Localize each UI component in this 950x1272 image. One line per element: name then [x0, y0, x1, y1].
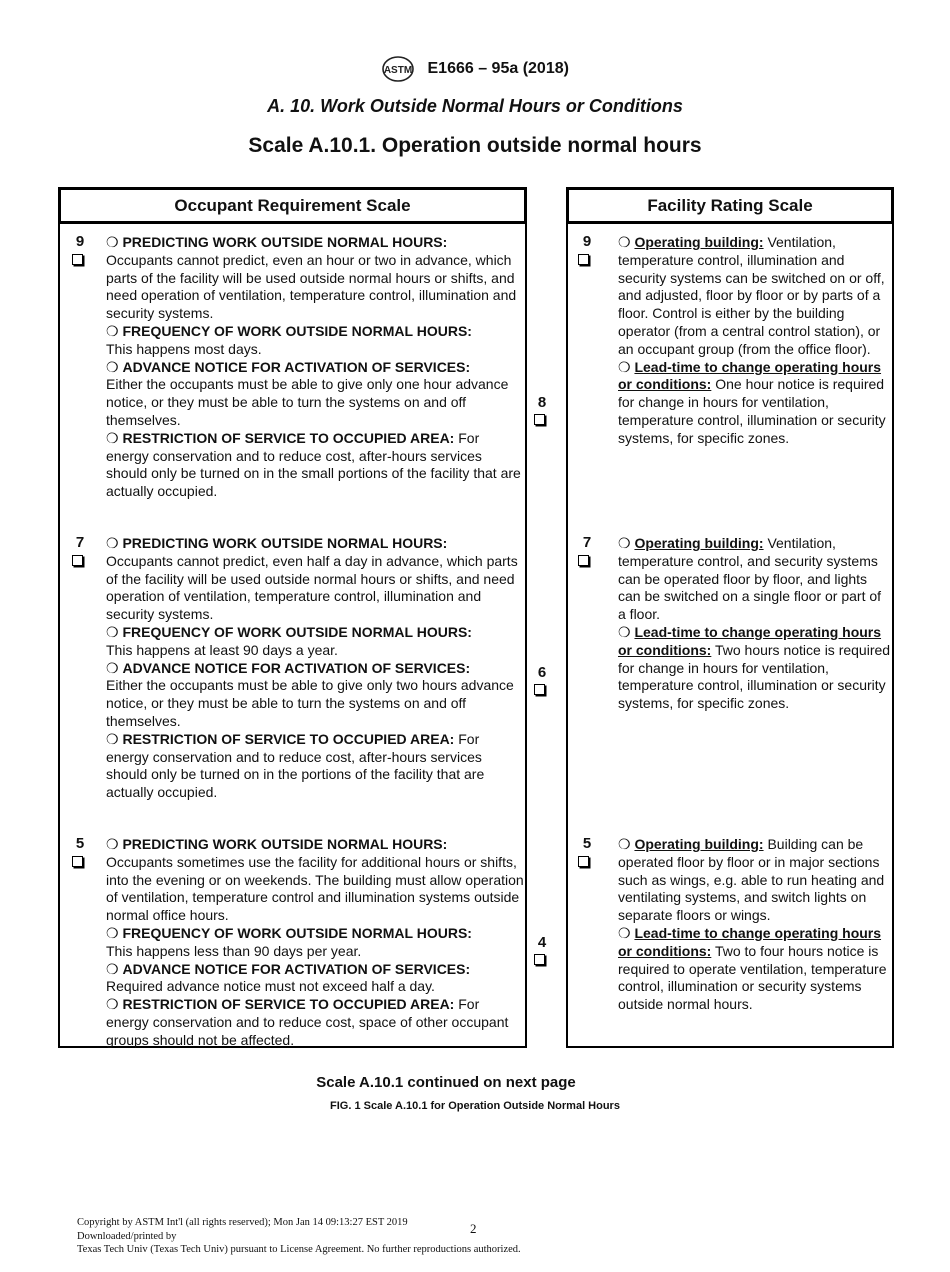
facility-level-5-text: ❍ Operating building: Building can be operated floor by floor or in major sections such as wings, e.g. able to run heating and ventilating systems, and switch lights on separate floors or wings. ❍ Lead-time to change operating hours or conditions: Two to four hours notice is required to operate ventilation, temperature control, illumination or security systems outside normal hours. — [618, 836, 887, 1013]
level-7-text-restriction: For energy conservation and to reduce cost, after-hours services should only be turned on in the portions of the facility that are actually occupied. — [106, 730, 485, 801]
level-5-leadtime-text: Two to four hours notice is required to operate ventilation, temperature control, illumination or security systems outside normal hours. — [618, 942, 887, 1013]
facility-score-7: 7 — [582, 534, 592, 551]
continued-note: Scale A.10.1 continued on next page — [316, 1074, 576, 1091]
footer-line-license: Texas Tech Univ (Texas Tech Univ) pursuant to License Agreement. No further reproductions authorized. — [77, 1244, 521, 1255]
footer-line-downloaded: Downloaded/printed by — [77, 1230, 177, 1242]
checkbox[interactable] — [578, 254, 589, 265]
level-5-heading-frequency: FREQUENCY OF WORK OUTSIDE NORMAL HOURS: — [122, 924, 472, 941]
level-7-text-frequency: This happens at least 90 days a year. — [106, 641, 338, 658]
level-9-text-predicting: Occupants cannot predict, even an hour or two in advance, which parts of the facility will be used outside normal hours or shifts, and need operation of ventilation, temperature control, illumination and security systems. — [106, 251, 517, 322]
level-5-text-predicting: Occupants sometimes use the facility for additional hours or shifts, into the evening or on weekends. The building must allow operation of ventilation, temperature control and illumination systems outside normal office hours. — [106, 853, 524, 924]
occupant-score-5: 5 — [75, 835, 85, 852]
level-5-text-frequency: This happens less than 90 days per year. — [106, 942, 362, 959]
middle-score-8: 8 — [537, 394, 547, 411]
level-9-heading-frequency: FREQUENCY OF WORK OUTSIDE NORMAL HOURS: — [122, 322, 472, 339]
astm-logo-text: ASTM — [383, 65, 413, 76]
level-5-heading-notice: ADVANCE NOTICE FOR ACTIVATION OF SERVICES: — [122, 960, 471, 977]
facility-level-9-text: ❍ Operating building: Ventilation, temperature control, illumination and security systems can be switched on or off, and adjusted, floor by floor or by parts of a floor. Control is either by the building operator (from a central control station), or an occupant group (from the office floor). ❍ Lead-time to change operating hours or conditions: One hour notice is required for change in hours for ventilation, temperature control, illumination or security systems, for specific zones. — [618, 234, 886, 446]
level-9-leadtime-text: One hour notice is required for change in hours for ventilation, temperature control, illumination or security systems, for specific zones. — [618, 376, 886, 446]
level-9-operating-text: Ventilation, temperature control, illumination and security systems can be switched on or off, and adjusted, floor by floor or by parts of a floor. Control is either by the building operator (from a central control station), or an occupant group (from the office floor). — [618, 234, 885, 357]
occupant-level-5-text: ❍ PREDICTING WORK OUTSIDE NORMAL HOURS: Occupants sometimes use the facility for additional hours or shifts, into the evening or on weekends. The building must allow operation of ventilation, temperature control and illumination systems outside normal office hours. ❍ FREQUENCY OF WORK OUTSIDE NORMAL HOURS: This happens less than 90 days per year. ❍ ADVANCE NOTICE FOR ACTIVATION OF SERVICES: Required advance notice must not exceed half a day. ❍ RESTRICTION OF SERVICE TO OCCUPIED AREA: For energy conservation and to reduce cost, space of other occupant groups should not be affected. — [106, 836, 524, 1048]
level-9-text-restriction: For energy conservation and to reduce cost, after-hours services should only be turned on in the small portions of the facility that are actually occupied. — [106, 429, 521, 500]
level-7-text-notice: Either the occupants must be able to give only two hours advance notice, or they must be able to turn the systems on and off themselves. — [106, 677, 514, 729]
level-7-text-predicting: Occupants cannot predict, even half a day in advance, which parts of the facility will be used outside normal hours or shifts, and need operation of ventilation, temperature control, illumination and security systems. — [106, 552, 518, 623]
level-9-heading-restriction: RESTRICTION OF SERVICE TO OCCUPIED AREA: — [122, 429, 455, 446]
level-7-leadtime-text: Two hours notice is required for change in hours for ventilation, temperature control, illumination or security systems, for specific zones. — [618, 641, 891, 712]
checkbox[interactable] — [534, 684, 545, 695]
level-7-heading-restriction: RESTRICTION OF SERVICE TO OCCUPIED AREA: — [122, 730, 455, 747]
level-9-text-frequency: This happens most days. — [106, 340, 262, 357]
facility-rating-column — [566, 187, 894, 1048]
level-5-operating-heading: Operating building: — [634, 836, 764, 852]
facility-scale-heading: Facility Rating Scale — [566, 187, 894, 224]
occupant-score-9: 9 — [75, 233, 85, 250]
level-7-operating-heading: Operating building: — [634, 535, 764, 551]
facility-score-5: 5 — [582, 835, 592, 852]
copyright-footer — [77, 1216, 521, 1257]
checkbox[interactable] — [534, 954, 545, 965]
level-9-heading-notice: ADVANCE NOTICE FOR ACTIVATION OF SERVICES: — [122, 358, 471, 375]
standard-designation: E1666 – 95a (2018) — [427, 60, 569, 77]
level-5-text-restriction: For energy conservation and to reduce cost, space of other occupant groups should not be affected. — [106, 996, 509, 1048]
middle-score-6: 6 — [537, 664, 547, 681]
occupant-scale-heading: Occupant Requirement Scale — [58, 187, 527, 224]
level-9-leadtime-heading: Lead-time to change operating hours or conditions: — [618, 358, 882, 393]
level-5-operating-text: Building can be operated floor by floor or in major sections such as wings, e.g. able to run heating and ventilating systems, and switch lights on separate floors or wings. — [618, 836, 885, 924]
page-number: 2 — [470, 1221, 477, 1236]
level-7-heading-predicting: PREDICTING WORK OUTSIDE NORMAL HOURS: — [122, 535, 448, 551]
section-title: A. 10. Work Outside Normal Hours or Conditions — [267, 96, 683, 116]
checkbox[interactable] — [578, 856, 589, 867]
level-9-operating-heading: Operating building: — [634, 234, 764, 250]
occupant-level-7-text: ❍ PREDICTING WORK OUTSIDE NORMAL HOURS: Occupants cannot predict, even half a day in advance, which parts of the facility will be used outside normal hours or shifts, and need operation of ventilation, temperature control, illumination and security systems. ❍ FREQUENCY OF WORK OUTSIDE NORMAL HOURS: This happens at least 90 days a year. ❍ ADVANCE NOTICE FOR ACTIVATION OF SERVICES: Either the occupants must be able to give only two hours advance notice, or they must be able to turn the systems on and off themselves. ❍ RESTRICTION OF SERVICE TO OCCUPIED AREA: For energy conservation and to reduce cost, after-hours services should only be turned on in the portions of the facility that are actually occupied. — [106, 535, 518, 801]
occupant-level-9-text: ❍ PREDICTING WORK OUTSIDE NORMAL HOURS: Occupants cannot predict, even an hour or two in advance, which parts of the facility will be used outside normal hours or shifts, and need operation of ventilation, temperature control, illumination and security systems. ❍ FREQUENCY OF WORK OUTSIDE NORMAL HOURS: This happens most days. ❍ ADVANCE NOTICE FOR ACTIVATION OF SERVICES: Either the occupants must be able to give only one hour advance notice, or they must be able to turn the systems on and off themselves. ❍ RESTRICTION OF SERVICE TO OCCUPIED AREA: For energy conservation and to reduce cost, after-hours services should only be turned on in the small portions of the facility that are actually occupied. — [106, 234, 521, 500]
checkbox[interactable] — [72, 856, 83, 867]
level-9-text-notice: Either the occupants must be able to give only one hour advance notice, or they must be able to turn the systems on and off themselves. — [106, 376, 509, 428]
astm-logo — [381, 56, 415, 82]
level-7-leadtime-heading: Lead-time to change operating hours or conditions: — [618, 623, 882, 658]
checkbox[interactable] — [578, 555, 589, 566]
level-5-text-notice: Required advance notice must not exceed half a day. — [106, 978, 435, 995]
footer-line-copyright: Copyright by ASTM Int'l (all rights reserved); Mon Jan 14 09:13:27 EST 2019 — [77, 1217, 408, 1228]
level-9-heading-predicting: PREDICTING WORK OUTSIDE NORMAL HOURS: — [122, 234, 448, 250]
middle-score-4: 4 — [537, 934, 547, 951]
figure-caption: FIG. 1 Scale A.10.1 for Operation Outside Normal Hours — [330, 1100, 620, 1112]
occupant-score-7: 7 — [75, 534, 85, 551]
level-7-heading-notice: ADVANCE NOTICE FOR ACTIVATION OF SERVICES: — [122, 659, 471, 676]
facility-score-9: 9 — [582, 233, 592, 250]
checkbox[interactable] — [72, 254, 83, 265]
level-5-leadtime-heading: Lead-time to change operating hours or conditions: — [618, 924, 882, 959]
checkbox[interactable] — [72, 555, 83, 566]
checkbox[interactable] — [534, 414, 545, 425]
facility-level-7-text: ❍ Operating building: Ventilation, temperature control, and security systems can be operated floor by floor, and lights can be switched on a single floor or part of a floor. ❍ Lead-time to change operating hours or conditions: Two hours notice is required for change in hours for ventilation, temperature control, illumination or security systems, for specific zones. — [618, 535, 891, 712]
scale-title: Scale A.10.1. Operation outside normal hours — [248, 134, 702, 157]
level-7-operating-text: Ventilation, temperature control, and security systems can be operated floor by floor, and lights can be switched on a single floor or part of a floor. — [618, 535, 882, 623]
level-7-heading-frequency: FREQUENCY OF WORK OUTSIDE NORMAL HOURS: — [122, 623, 472, 640]
level-5-heading-restriction: RESTRICTION OF SERVICE TO OCCUPIED AREA: — [122, 996, 455, 1013]
document-header — [0, 56, 950, 82]
level-5-heading-predicting: PREDICTING WORK OUTSIDE NORMAL HOURS: — [122, 836, 448, 852]
occupant-requirement-column — [58, 187, 527, 1048]
